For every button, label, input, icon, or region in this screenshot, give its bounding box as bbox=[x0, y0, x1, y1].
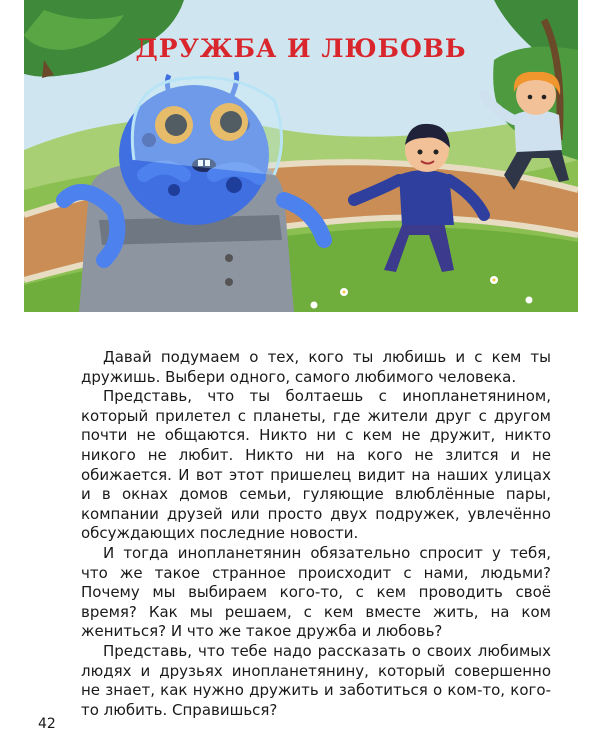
body-text bbox=[81, 348, 551, 720]
paragraph: Давай подумаем о тех, кого ты любишь и с кем ты дружишь. Выбери одного, самого любимого человека. bbox=[81, 348, 551, 386]
page-number: 42 bbox=[38, 716, 56, 732]
paragraph: Представь, что тебе надо рассказать о своих любимых людях и друзьях инопланетянину, который совершенно не знает, как нужно дружить и заботиться о ком-то, кого-то любить. Справишься? bbox=[81, 641, 551, 719]
page-title: ДРУЖБА И ЛЮБОВЬ bbox=[135, 34, 467, 63]
paragraph: И тогда инопланетянин обязательно спросит у тебя, что же такое странное происходит с нами, людьми? Почему мы выбираем кого-то, с кем проводить своё время? Как мы решаем, с кем вместе жить, на ком жениться? И что же такое дружба и любовь? bbox=[81, 543, 551, 641]
paragraph: Представь, что ты болтаешь с инопланетянином, который прилетел с планеты, где жители друг с другом почти не общаются. Никто ни с кем не дружит, никто никого не любит. Никто ни на кого не злится и не обижается. И вот этот пришелец видит на наших улицах и в окнах домов семьи, гуляющие влюблённые пары, компании друзей или просто двух подружек, увлечённо обсуждающих последние новости. bbox=[81, 387, 551, 543]
